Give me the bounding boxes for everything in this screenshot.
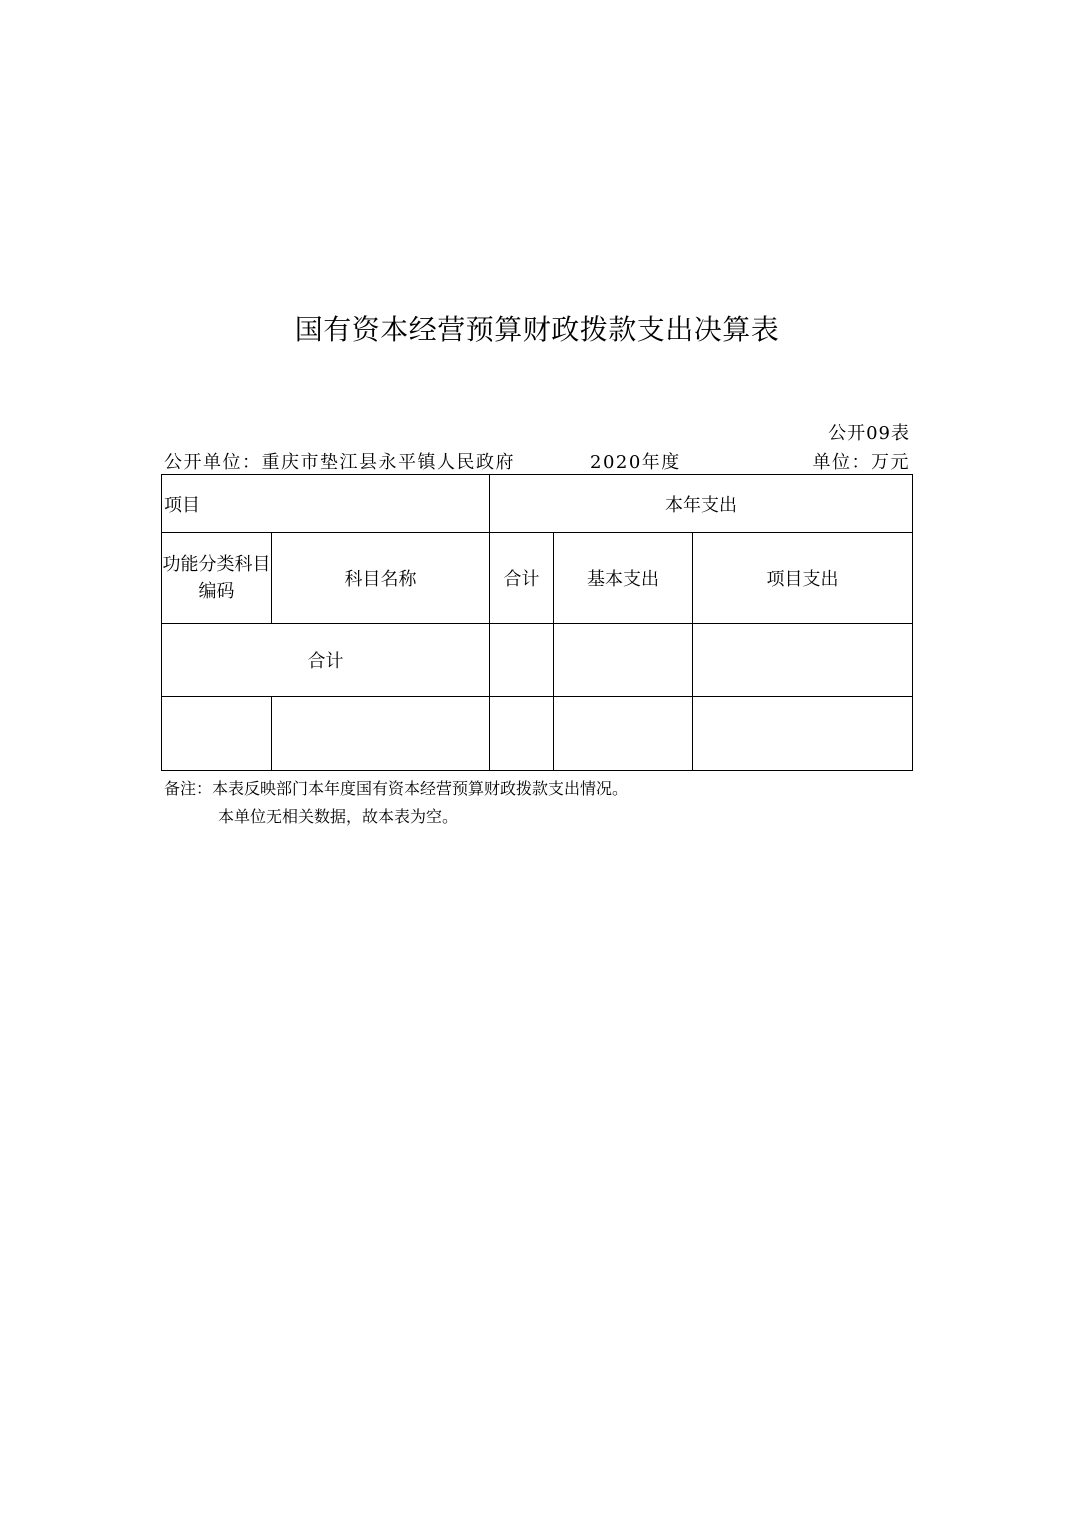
page-title: 国有资本经营预算财政拨款支出决算表 bbox=[294, 313, 780, 346]
note-line-2: 本单位无相关数据，故本表为空。 bbox=[218, 807, 459, 826]
notes bbox=[164, 775, 628, 831]
col-total: 合计 bbox=[490, 533, 554, 624]
currency-unit: 单位：万元 bbox=[812, 452, 910, 473]
meta-row bbox=[164, 448, 910, 472]
total-row-total bbox=[490, 624, 554, 697]
total-row-project bbox=[693, 624, 913, 697]
table-row bbox=[162, 697, 913, 771]
col-subject-name: 科目名称 bbox=[272, 533, 490, 624]
header-row-1 bbox=[162, 475, 913, 533]
cell-basic bbox=[554, 697, 693, 771]
table-code: 公开09表 bbox=[828, 423, 910, 444]
col-func-code: 功能分类科目编码 bbox=[162, 533, 272, 624]
total-row-basic bbox=[554, 624, 693, 697]
header-project: 项目 bbox=[162, 475, 490, 533]
header-row-2 bbox=[162, 533, 913, 624]
fiscal-year: 2020年度 bbox=[590, 452, 681, 473]
unit-org: 公开单位：重庆市垫江县永平镇人民政府 bbox=[164, 452, 515, 473]
cell-code bbox=[162, 697, 272, 771]
cell-total bbox=[490, 697, 554, 771]
expenditure-table bbox=[161, 474, 913, 771]
note-line-1: 备注：本表反映部门本年度国有资本经营预算财政拨款支出情况。 bbox=[164, 779, 629, 798]
total-row-label: 合计 bbox=[162, 624, 490, 697]
header-current-year: 本年支出 bbox=[490, 475, 913, 533]
col-project: 项目支出 bbox=[693, 533, 913, 624]
cell-project bbox=[693, 697, 913, 771]
total-row bbox=[162, 624, 913, 697]
cell-name bbox=[272, 697, 490, 771]
col-basic: 基本支出 bbox=[554, 533, 693, 624]
